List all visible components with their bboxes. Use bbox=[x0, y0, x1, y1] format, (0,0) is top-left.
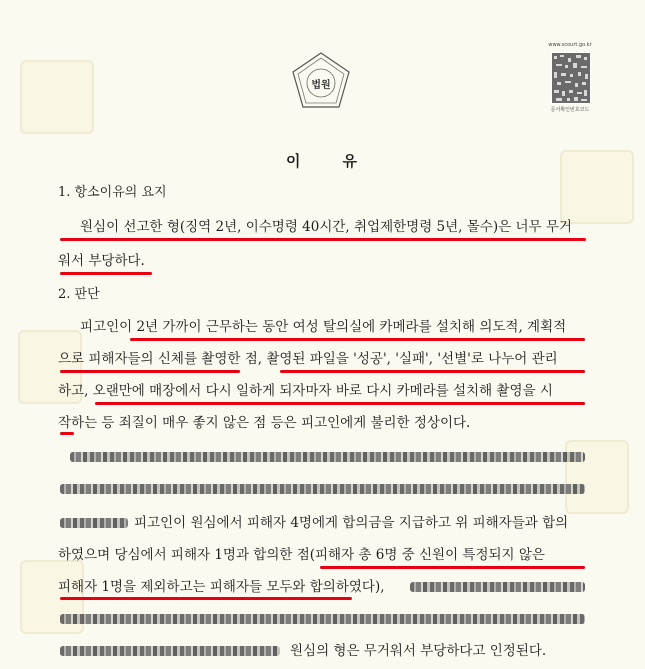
highlight-underline bbox=[60, 238, 586, 241]
redacted-text bbox=[60, 646, 280, 656]
court-seal-text: 법원 bbox=[311, 80, 331, 91]
highlight-underline bbox=[60, 272, 152, 275]
redacted-text bbox=[60, 614, 585, 624]
section1-heading: 1. 항소이유의 요지 bbox=[58, 185, 167, 200]
highlight-underline bbox=[320, 566, 585, 569]
section2-p1-line3: 하고, 오랜만에 매장에서 다시 일하게 되자마자 바로 다시 카메라를 설치해 촬영을 시 bbox=[58, 383, 553, 399]
redacted-text bbox=[60, 484, 585, 494]
highlight-underline bbox=[60, 597, 352, 600]
redacted-text bbox=[70, 452, 585, 462]
section2-p2-line5: 피해자 1명을 제외하고는 피해자들 모두와 합의하였다), bbox=[58, 579, 385, 595]
section2-p1-line4: 작하는 등 죄질이 매우 좋지 않은 점 등은 피고인에게 불리한 정상이다. bbox=[58, 415, 471, 431]
highlight-underline bbox=[280, 370, 585, 373]
section1-line1: 원심이 선고한 형(징역 2년, 이수명령 40시간, 취업제한명령 5년, 몰수)은 너무 무거 bbox=[80, 219, 572, 235]
background-watermark bbox=[20, 60, 94, 134]
section2-p1-line2: 으로 피해자들의 신체를 촬영한 점, 촬영된 파일을 '성공', '실패', '선별'로 나누어 관리 bbox=[58, 351, 558, 367]
section2-p1-line1: 피고인이 2년 가까이 근무하는 동안 여성 탈의실에 카메라를 설치해 의도적, 계획적 bbox=[80, 319, 567, 335]
highlight-underline bbox=[60, 432, 74, 435]
highlight-underline bbox=[95, 402, 585, 405]
redacted-text bbox=[410, 582, 585, 592]
section2-heading: 2. 판단 bbox=[58, 287, 100, 302]
section1-line2: 워서 부당하다. bbox=[58, 253, 145, 269]
title-left: 이 bbox=[286, 152, 303, 170]
redacted-text bbox=[60, 518, 128, 528]
qr-label: 문서확인번호코드 bbox=[550, 107, 590, 113]
section2-p2-line4: 하였으며 당심에서 피해자 1명과 합의한 점(피해자 총 6명 중 신원이 특정되지 않은 bbox=[58, 547, 545, 563]
highlight-underline bbox=[130, 338, 585, 341]
highlight-underline bbox=[60, 370, 240, 373]
section2-p2-line7: 원심의 형은 무거워서 부당하다고 인정된다. bbox=[290, 643, 547, 659]
document-title bbox=[0, 150, 645, 171]
section2-p2-line3: 피고인이 원심에서 피해자 4명에게 합의금을 지급하고 위 피해자들과 합의 bbox=[134, 515, 569, 531]
title-right: 유 bbox=[342, 152, 359, 170]
qr-url: www.scourt.go.kr bbox=[548, 42, 592, 48]
qr-code-icon bbox=[551, 52, 591, 104]
